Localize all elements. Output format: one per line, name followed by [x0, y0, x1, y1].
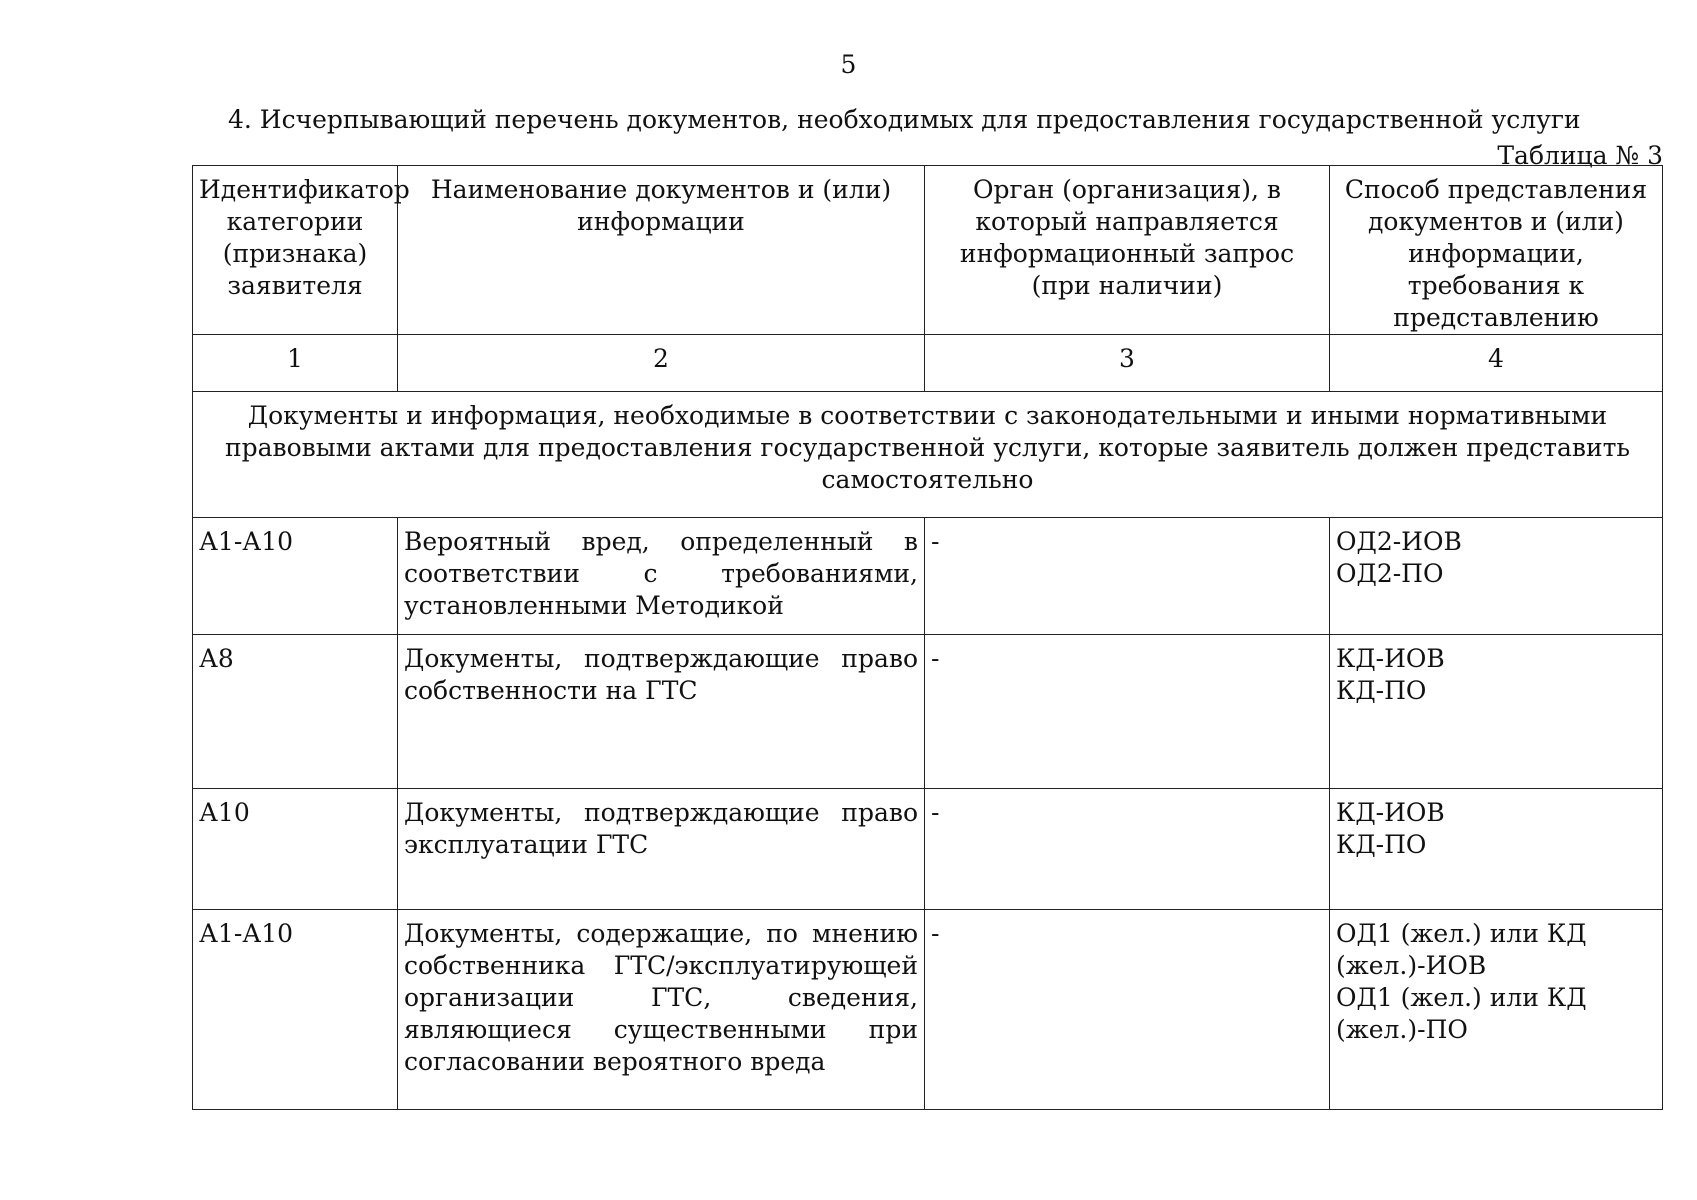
- table-header-row: [193, 166, 1663, 335]
- section-row: [193, 392, 1663, 518]
- table-row: [193, 910, 1663, 1110]
- table-label: Таблица № 3: [1497, 141, 1663, 170]
- table-row: [193, 635, 1663, 789]
- column-number: 3: [925, 335, 1330, 392]
- row-document: Документы, содержащие, по мнению собственника ГТС/эксплуатирующей организации ГТС, сведения, являющиеся существенными при согласовании вероятного вреда: [398, 910, 925, 1110]
- method-item: КД-ПО: [1336, 676, 1427, 705]
- table-row: [193, 789, 1663, 910]
- row-organ: -: [925, 789, 1330, 910]
- row-organ: -: [925, 518, 1330, 635]
- method-item: КД-ИОВ: [1336, 644, 1445, 673]
- row-method: [1330, 789, 1663, 910]
- table-row: [193, 518, 1663, 635]
- row-category: А1-А10: [193, 518, 398, 635]
- header-category-id: Идентификатор категории (признака) заявителя: [193, 166, 398, 335]
- row-document: Документы, подтверждающие право собственности на ГТС: [398, 635, 925, 789]
- column-number: 1: [193, 335, 398, 392]
- method-item: ОД1 (жел.) или КД (жел.)-ПО: [1336, 983, 1587, 1044]
- method-item: ОД2-ПО: [1336, 559, 1444, 588]
- row-organ: -: [925, 635, 1330, 789]
- method-item: ОД1 (жел.) или КД (жел.)-ИОВ: [1336, 919, 1587, 980]
- row-organ: -: [925, 910, 1330, 1110]
- column-number-row: [193, 335, 1663, 392]
- method-item: ОД2-ИОВ: [1336, 527, 1462, 556]
- section-title: 4. Исчерпывающий перечень документов, необходимых для предоставления государственной услуги: [228, 105, 1581, 134]
- row-category: А1-А10: [193, 910, 398, 1110]
- section-row-text: Документы и информация, необходимые в соответствии с законодательными и иными нормативными правовыми актами для предоставления государственной услуги, которые заявитель должен представить самостоятельно: [193, 392, 1663, 518]
- column-number: 4: [1330, 335, 1663, 392]
- row-document: Вероятный вред, определенный в соответствии с требованиями, установленными Методикой: [398, 518, 925, 635]
- header-request-organ: Орган (организация), в который направляется информационный запрос (при наличии): [925, 166, 1330, 335]
- row-method: [1330, 635, 1663, 789]
- documents-table: [192, 165, 1663, 1110]
- header-document-name: Наименование документов и (или) информации: [398, 166, 925, 335]
- column-number: 2: [398, 335, 925, 392]
- page-number: 5: [840, 50, 857, 79]
- row-category: А8: [193, 635, 398, 789]
- row-method: [1330, 910, 1663, 1110]
- row-document: Документы, подтверждающие право эксплуатации ГТС: [398, 789, 925, 910]
- method-item: КД-ИОВ: [1336, 798, 1445, 827]
- row-method: [1330, 518, 1663, 635]
- header-submission-method: Способ представления документов и (или) информации, требования к представлению: [1330, 166, 1663, 335]
- row-category: А10: [193, 789, 398, 910]
- method-item: КД-ПО: [1336, 830, 1427, 859]
